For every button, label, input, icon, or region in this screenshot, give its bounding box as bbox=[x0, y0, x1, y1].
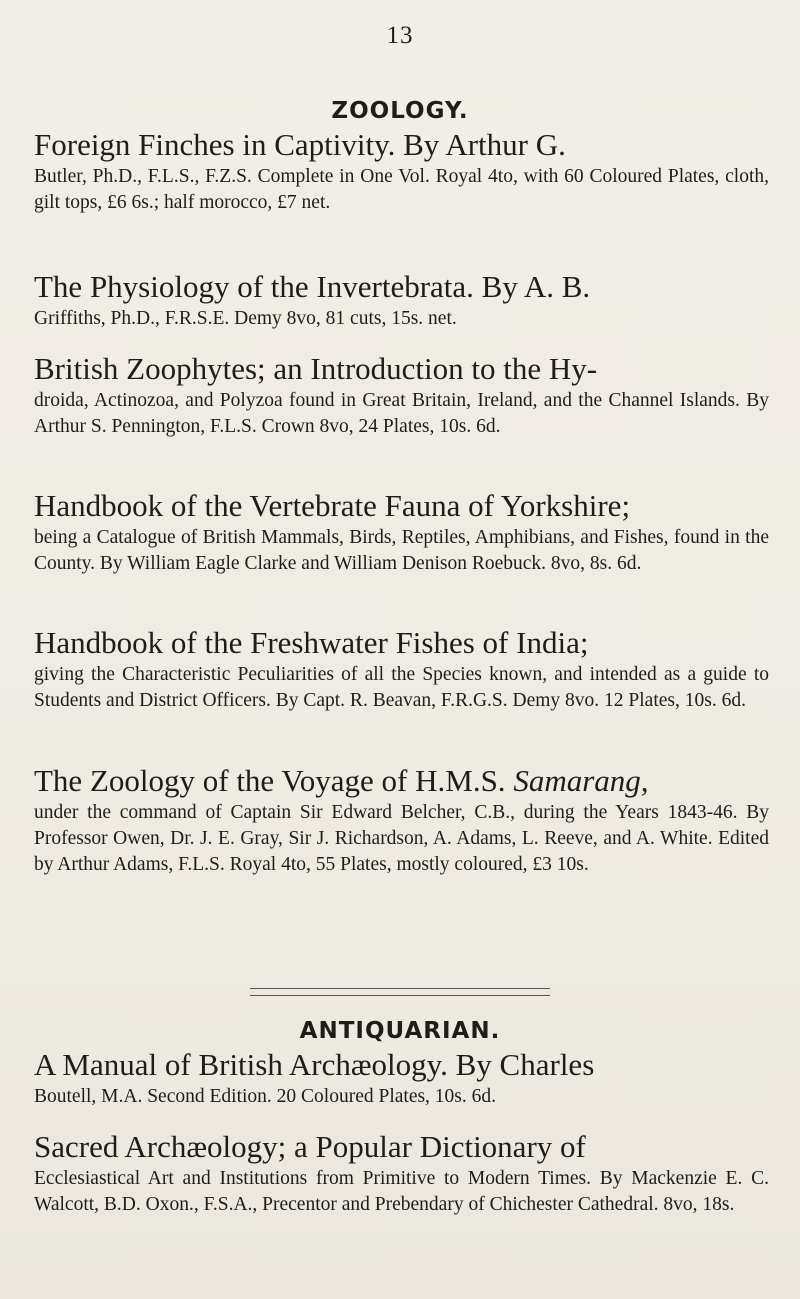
entry-description: giving the Characteristic Peculiarities of all the Species known, and intended as a guide to Students and District Officers. By Capt. R. Beavan, F.R.G.S. Demy 8vo. 12 Plates, 10s. 6d. bbox=[34, 664, 769, 711]
entry-description: droida, Actinozoa, and Polyzoa found in Great Britain, Ireland, and the Channel Islands. By Arthur S. Pennington, F.L.S. Crown 8vo, 24 Plates, 10s. 6d. bbox=[34, 390, 769, 437]
entry-title: Handbook of the Vertebrate Fauna of Yorkshire; bbox=[34, 488, 631, 523]
entry-description: Butler, Ph.D., F.L.S., F.Z.S. Complete in One Vol. Royal 4to, with 60 Coloured Plates, cloth, gilt tops, £6 6s.; half morocco, £7 net. bbox=[34, 166, 769, 213]
entry-foreign-finches bbox=[34, 126, 769, 216]
entry-description: Boutell, M.A. Second Edition. 20 Coloured Plates, 10s. 6d. bbox=[34, 1086, 497, 1107]
entry-description: under the command of Captain Sir Edward Belcher, C.B., during the Years 1843-46. By Professor Owen, Dr. J. E. Gray, Sir J. Richardson, A. Adams, L. Reeve, and A. White. Edited by Arthur Adams, F.L.S. Royal 4to, 55 Plates, mostly coloured, £3 10s. bbox=[34, 802, 769, 875]
ship-name: Samarang, bbox=[513, 763, 649, 798]
section-heading-antiquarian: ANTIQUARIAN. bbox=[299, 1018, 501, 1044]
entry-title: Handbook of the Freshwater Fishes of India; bbox=[34, 625, 589, 660]
entry-description: being a Catalogue of British Mammals, Birds, Reptiles, Amphibians, and Fishes, found in the County. By William Eagle Clarke and William Denison Roebuck. 8vo, 8s. 6d. bbox=[34, 527, 769, 574]
entry-title: The Physiology of the Invertebrata. By A. B. bbox=[34, 269, 591, 304]
entry-freshwater-fishes-india bbox=[34, 624, 769, 714]
section-divider bbox=[250, 988, 550, 996]
entry-british-zoophytes bbox=[34, 350, 769, 440]
page-number: 13 bbox=[386, 22, 414, 49]
entry-title: British Zoophytes; an Introduction to the Hy- bbox=[34, 351, 598, 386]
entry-vertebrate-fauna-yorkshire bbox=[34, 487, 769, 577]
entry-description: Griffiths, Ph.D., F.R.S.E. Demy 8vo, 81 cuts, 15s. net. bbox=[34, 308, 457, 329]
entry-sacred-archaeology bbox=[34, 1128, 769, 1218]
entry-title: A Manual of British Archæology. By Charles bbox=[34, 1047, 595, 1082]
entry-title: Foreign Finches in Captivity. By Arthur G. bbox=[34, 127, 566, 162]
section-heading-zoology: ZOOLOGY. bbox=[331, 98, 469, 124]
entry-physiology-invertebrata bbox=[34, 268, 769, 332]
entry-description: Ecclesiastical Art and Institutions from Primitive to Modern Times. By Mackenzie E. C. Walcott, B.D. Oxon., F.S.A., Precentor and Prebendary of Chichester Cathedral. 8vo, 18s. bbox=[34, 1168, 769, 1215]
entry-title bbox=[34, 762, 769, 800]
entry-title: Sacred Archæology; a Popular Dictionary of bbox=[34, 1129, 586, 1164]
entry-manual-british-archaeology bbox=[34, 1046, 769, 1110]
entry-title-text: The Zoology of the Voyage of H.M.S. bbox=[34, 763, 514, 798]
entry-zoology-voyage-samarang bbox=[34, 762, 769, 878]
